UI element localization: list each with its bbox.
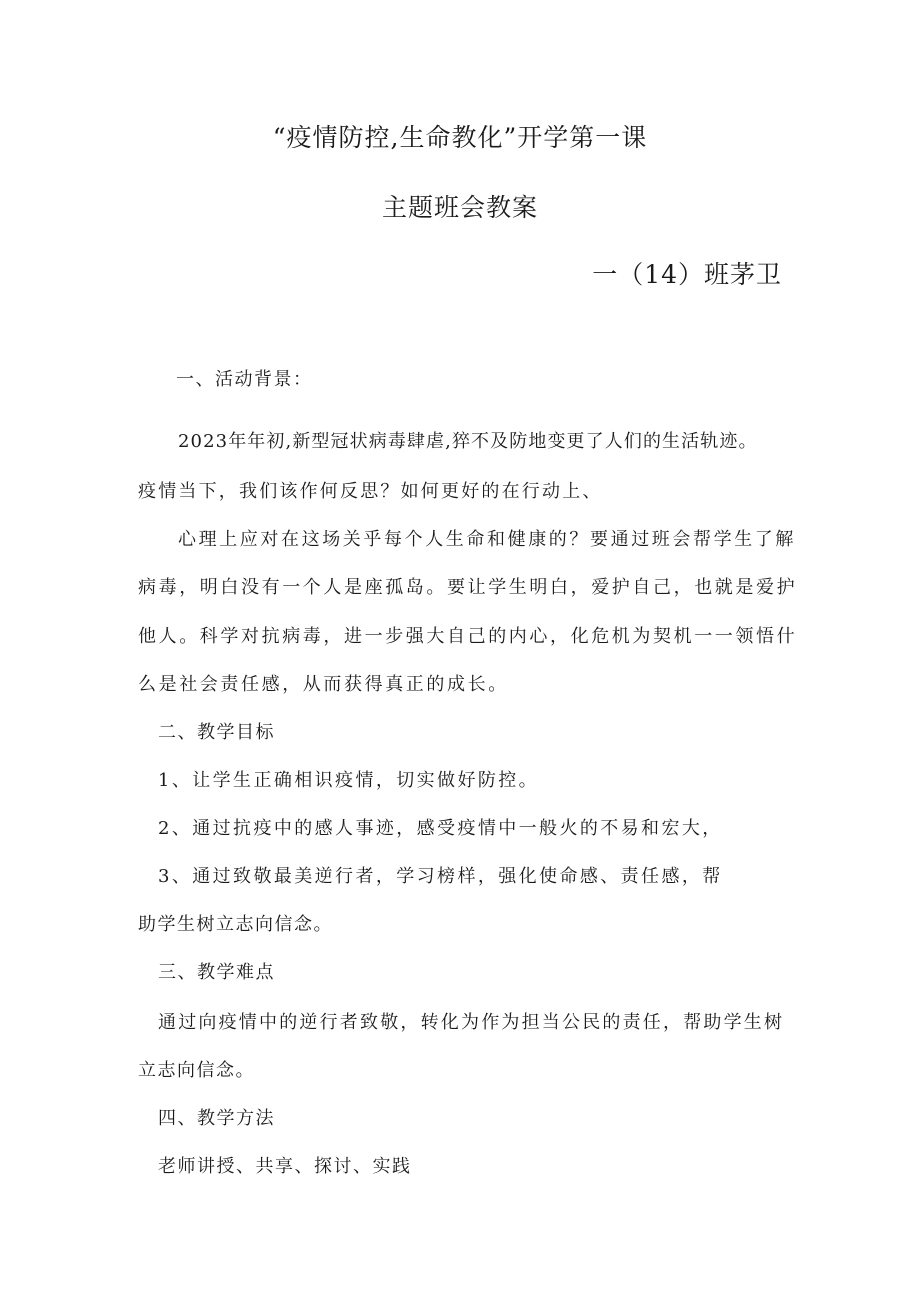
- paragraph-line: 疫情当下，我们该作何反思？如何更好的在行动上、: [138, 481, 603, 502]
- document-title-line1: “疫情防控,生命教化”开学第一课: [272, 123, 648, 152]
- paragraph-line: 么是社会责任感，从而获得真正的成长。: [138, 674, 509, 695]
- paragraph-line: 老师讲授、共享、探讨、实践: [158, 1156, 412, 1177]
- list-item: 2、通过抗疫中的感人事迹，感受疫情中一般火的不易和宏大，: [158, 818, 723, 839]
- list-item: 3、通过致敬最美逆行者，学习榜样，强化使命感、责任感，帮: [158, 866, 723, 887]
- document-title-line2: 主题班会教案: [381, 193, 538, 222]
- paragraph-line: 他人。科学对抗病毒，进一步强大自己的内心，化危机为契机一一领悟什: [138, 626, 798, 647]
- paragraph-line: 立志向信念。: [138, 1060, 255, 1081]
- section-heading-goals: 二、教学目标: [158, 722, 275, 743]
- document-author: 一（14）班茅卫: [592, 260, 782, 289]
- list-item-continuation: 助学生树立志向信念。: [138, 914, 333, 935]
- paragraph-line: 心理上应对在这场关乎每个人生命和健康的？要通过班会帮学生了解: [178, 529, 796, 550]
- list-item: 1、让学生正确相识疫情，切实做好防控。: [158, 770, 540, 791]
- section-heading-difficulty: 三、教学难点: [158, 962, 275, 983]
- section-heading-methods: 四、教学方法: [158, 1108, 275, 1129]
- paragraph-line: 2023年年初,新型冠状病毒肆虐,猝不及防地变更了人们的生活轨迹。: [178, 431, 758, 452]
- paragraph-line: 通过向疫情中的逆行者致敬，转化为作为担当公民的责任，帮助学生树: [158, 1012, 785, 1033]
- section-heading-background: 一、活动背景：: [176, 369, 313, 390]
- paragraph-line: 病毒，明白没有一个人是座孤岛。要让学生明白，爱护自己，也就是爱护: [138, 577, 798, 598]
